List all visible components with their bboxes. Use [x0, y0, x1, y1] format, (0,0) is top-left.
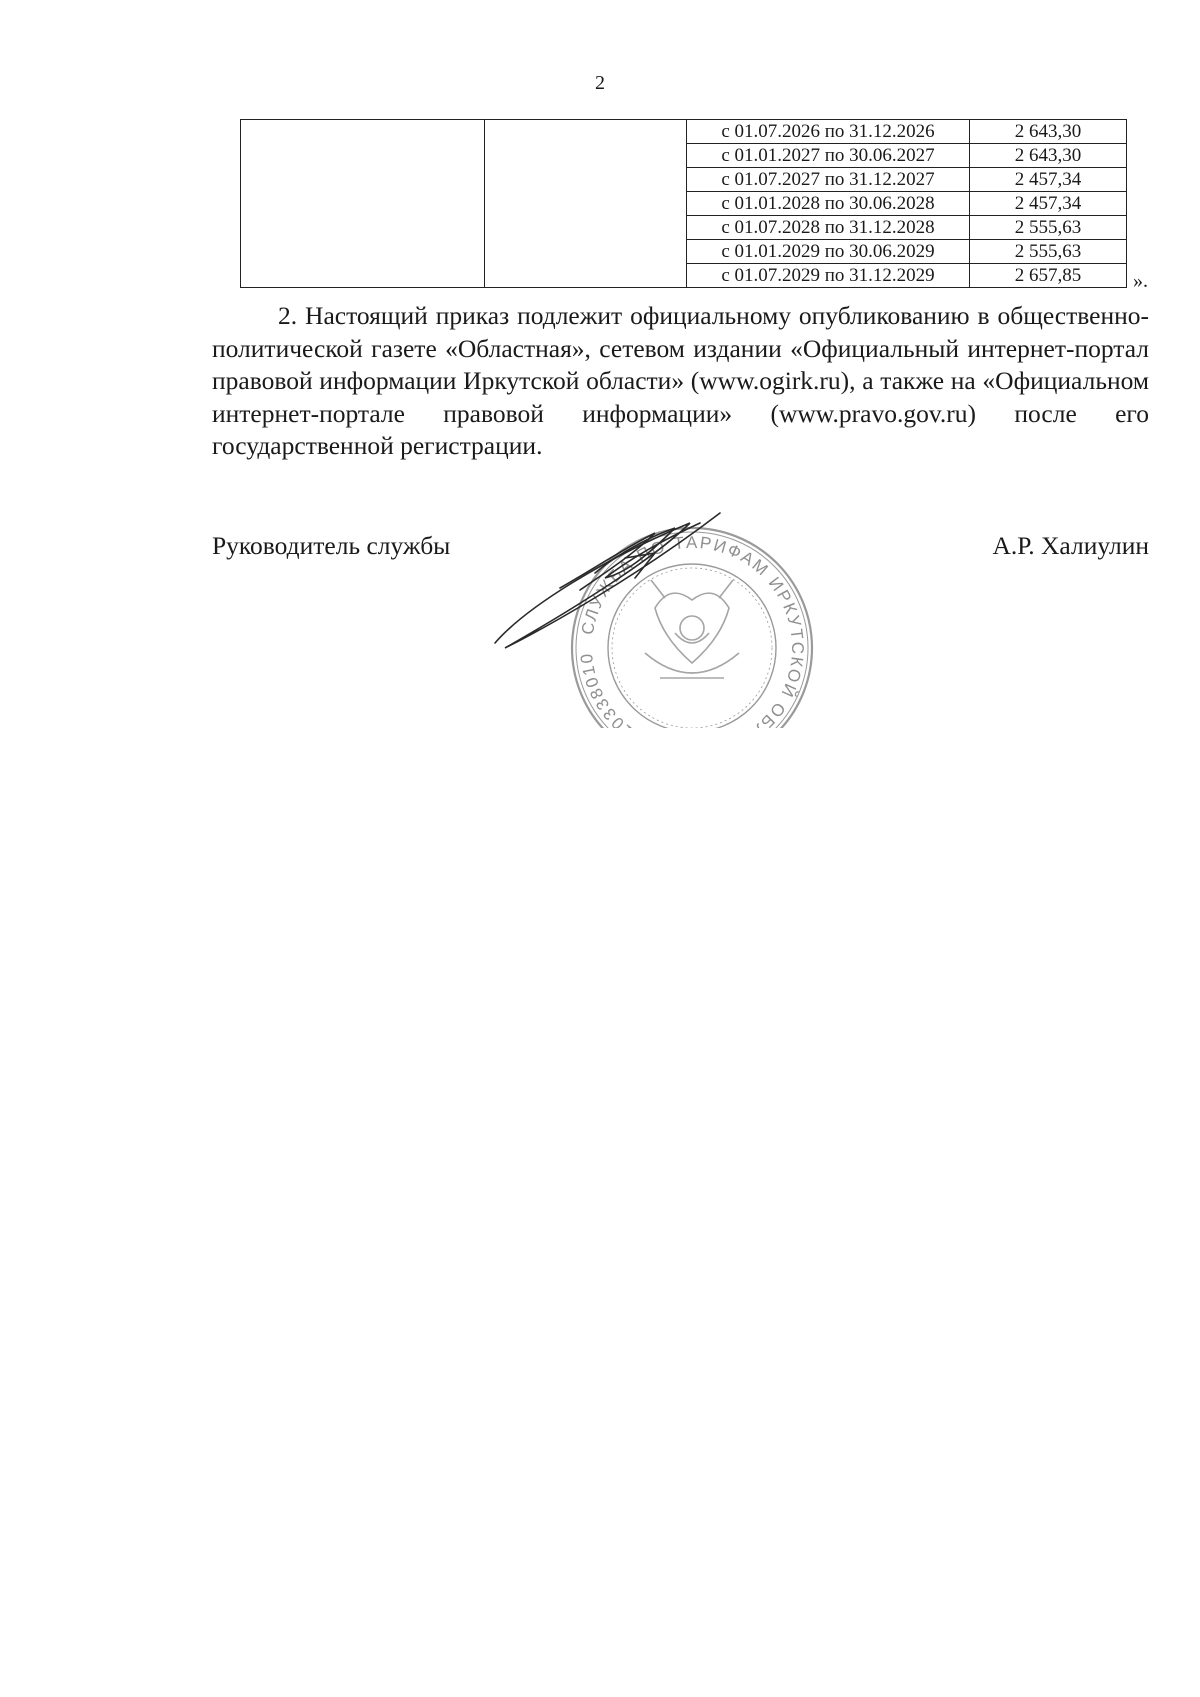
period-cell: с 01.01.2029 по 30.06.2029	[687, 240, 970, 264]
signatory-name: А.Р. Халиулин	[992, 531, 1149, 560]
value-cell: 2 457,34	[970, 192, 1127, 216]
period-cell: с 01.07.2028 по 31.12.2028	[687, 216, 970, 240]
value-cell: 2 457,34	[970, 168, 1127, 192]
page-number: 2	[595, 72, 605, 94]
value-cell: 2 555,63	[970, 216, 1127, 240]
value-cell: 2 657,85	[970, 264, 1127, 288]
period-cell: с 01.07.2026 по 31.12.2026	[687, 120, 970, 144]
official-seal-icon	[485, 478, 845, 728]
value-cell: 2 643,30	[970, 144, 1127, 168]
signatory-role: Руководитель службы	[212, 531, 451, 560]
period-cell: с 01.07.2027 по 31.12.2027	[687, 168, 970, 192]
period-cell: с 01.07.2029 по 31.12.2029	[687, 264, 970, 288]
seal-ring-text: СЛУЖБА ПО ТАРИФАМ ИРКУТСКОЙ ОБ 0338010	[576, 532, 808, 728]
tariff-table	[240, 119, 1127, 288]
merged-empty-cell	[485, 120, 687, 288]
merged-empty-cell	[241, 120, 485, 288]
table-closing-mark: ».	[1133, 270, 1148, 292]
period-cell: с 01.01.2027 по 30.06.2027	[687, 144, 970, 168]
coat-of-arms-icon	[645, 580, 739, 678]
publication-paragraph: 2. Настоящий приказ подлежит официальному опубликованию в общественно-политической газете «Областная», сетевом издании «Официальный интернет-портал правовой информации Иркутской области» (www.ogirk.ru), а также на «Официальном интернет-портале правовой информации» (www.pravo.gov.ru) после его государственной регистрации.	[212, 301, 1149, 460]
value-cell: 2 555,63	[970, 240, 1127, 264]
period-cell: с 01.01.2028 по 30.06.2028	[687, 192, 970, 216]
table-row	[241, 120, 1127, 144]
value-cell: 2 643,30	[970, 120, 1127, 144]
